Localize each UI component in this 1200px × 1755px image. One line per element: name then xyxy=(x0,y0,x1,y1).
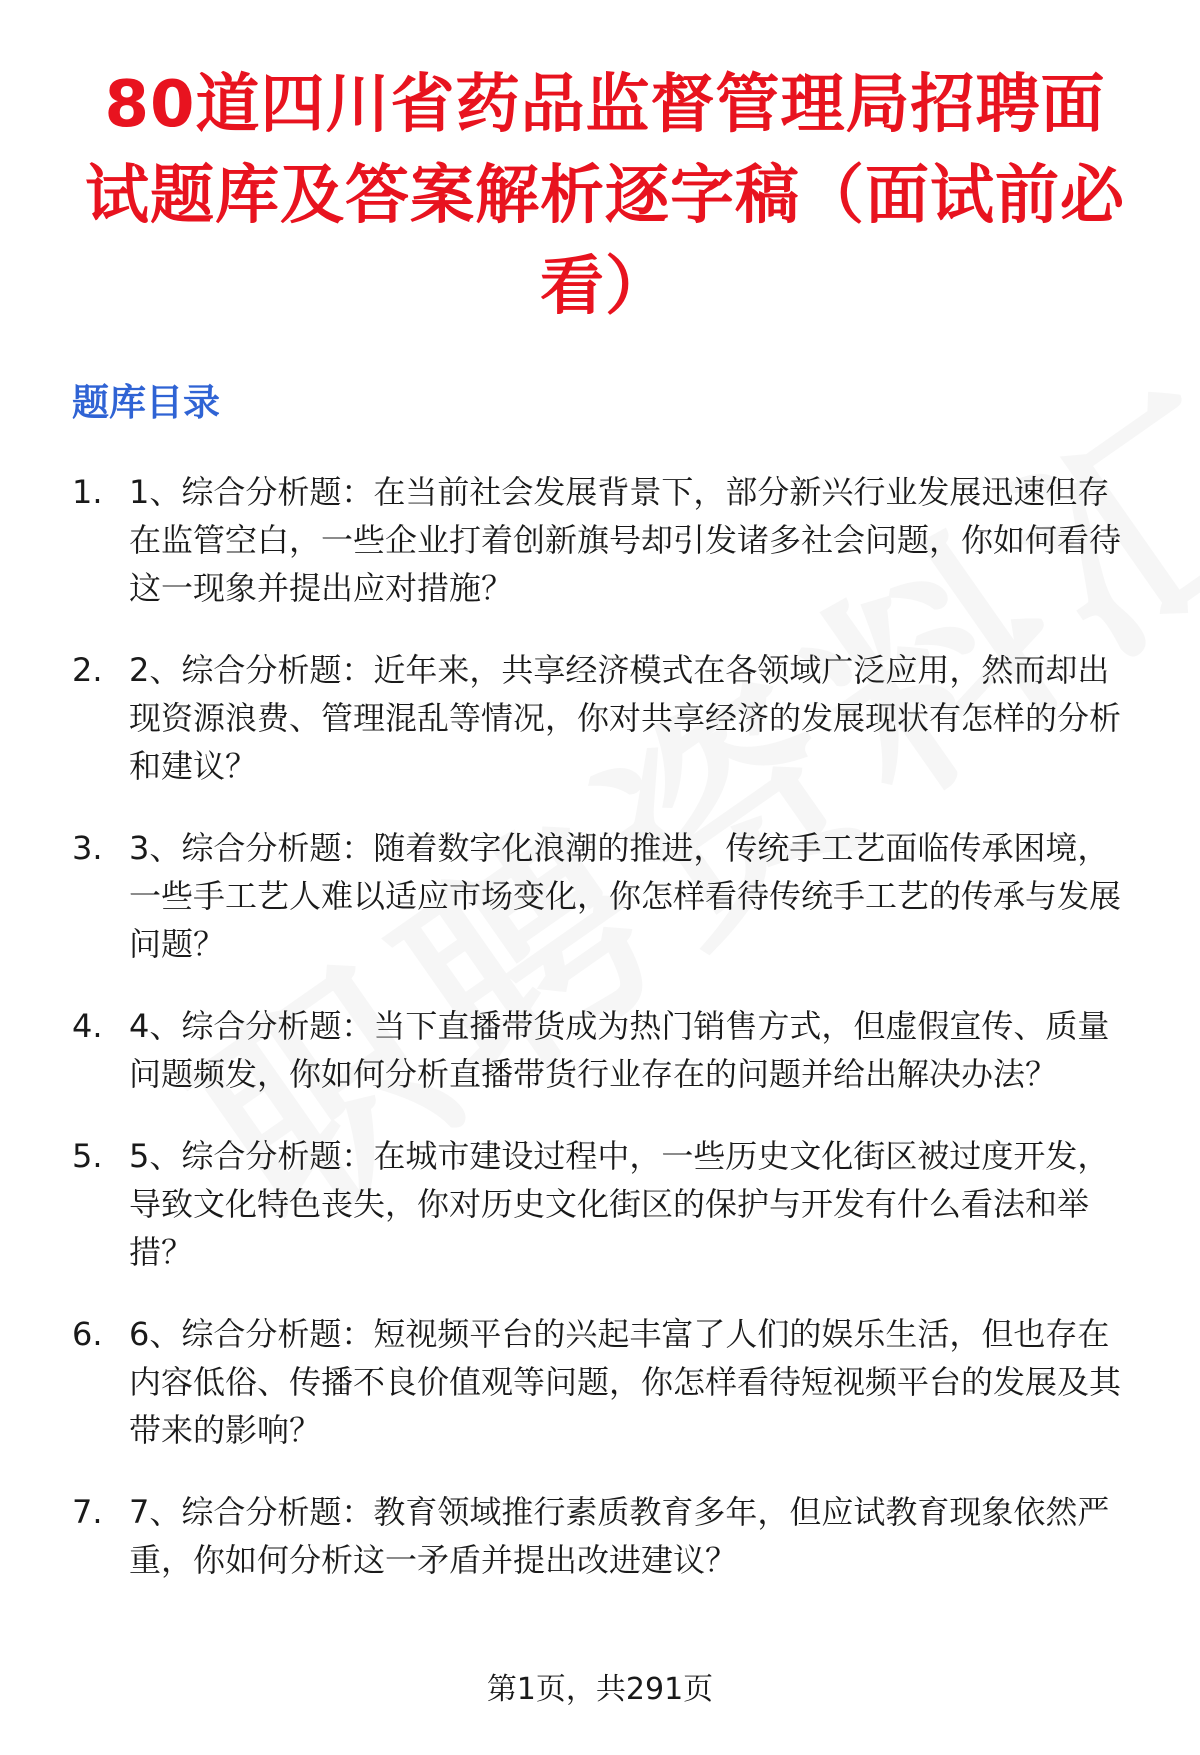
document-title: 80道四川省药品监督管理局招聘面试题库及答案解析逐字稿（面试前必看） xyxy=(85,68,1125,324)
toc-heading: 题库目录 xyxy=(72,381,220,424)
page-number: 第1页，共291页 xyxy=(486,1672,714,1707)
list-item-text: 6、综合分析题：短视频平台的兴起丰富了人们的娱乐生活，但也存在内容低俗、传播不良价值观等问题，你怎样看待短视频平台的发展及其带来的影响？ xyxy=(129,1315,1122,1449)
question-list xyxy=(72,468,1138,1584)
list-item-number: 4. xyxy=(72,1007,103,1045)
list-item-number: 5. xyxy=(72,1137,103,1175)
list-item-text: 2、综合分析题：近年来，共享经济模式在各领域广泛应用，然而却出现资源浪费、管理混乱等情况，你对共享经济的发展现状有怎样的分析和建议？ xyxy=(129,651,1122,785)
list-item xyxy=(72,646,1138,790)
list-item-number: 1. xyxy=(72,473,103,511)
list-item-text: 7、综合分析题：教育领域推行素质教育多年，但应试教育现象依然严重，你如何分析这一矛盾并提出改进建议？ xyxy=(129,1493,1110,1579)
list-item-number: 2. xyxy=(72,651,103,689)
list-item xyxy=(72,1002,1138,1098)
list-item-text: 5、综合分析题：在城市建设过程中，一些历史文化街区被过度开发，导致文化特色丧失，你对历史文化街区的保护与开发有什么看法和举措？ xyxy=(129,1137,1110,1271)
list-item xyxy=(72,468,1138,612)
list-item-number: 7. xyxy=(72,1493,103,1531)
list-item-number: 6. xyxy=(72,1315,103,1353)
list-item-number: 3. xyxy=(72,829,103,867)
list-item-text: 3、综合分析题：随着数字化浪潮的推进，传统手工艺面临传承困境，一些手工艺人难以适应市场变化，你怎样看待传统手工艺的传承与发展问题？ xyxy=(129,829,1122,963)
list-item-text: 4、综合分析题：当下直播带货成为热门销售方式，但虚假宣传、质量问题频发，你如何分析直播带货行业存在的问题并给出解决办法？ xyxy=(129,1007,1110,1093)
list-item-text: 1、综合分析题：在当前社会发展背景下，部分新兴行业发展迅速但存在监管空白，一些企业打着创新旗号却引发诸多社会问题，你如何看待这一现象并提出应对措施？ xyxy=(129,473,1122,607)
list-item xyxy=(72,824,1138,968)
list-item xyxy=(72,1488,1138,1584)
list-item xyxy=(72,1310,1138,1454)
list-item xyxy=(72,1132,1138,1276)
